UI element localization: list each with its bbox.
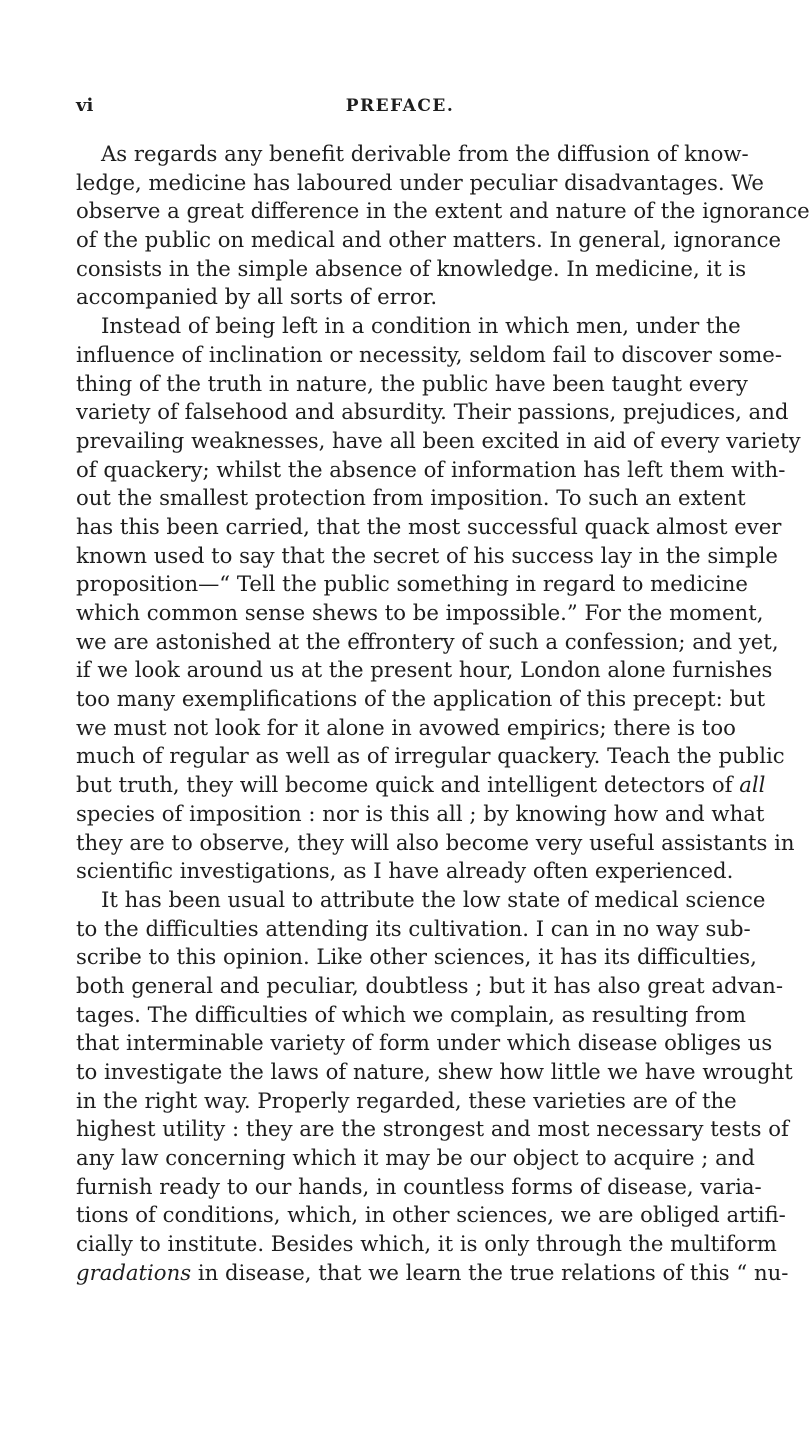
text-line: proposition—“ Tell the public something in regard to medicine	[76, 571, 748, 597]
text-line: tions of conditions, which, in other sciences, we are obliged artifi-	[76, 1202, 786, 1228]
text-line: they are to observe, they will also become very useful assistants in	[76, 829, 795, 855]
line-text: but truth, they will become quick and intelligent detectors of	[76, 772, 740, 798]
text-line-with-emphasis	[76, 771, 766, 800]
text-line: of the public on medical and other matters. In general, ignorance	[76, 227, 782, 253]
text-line: to the difficulties attending its cultivation. I can in no way sub-	[76, 915, 751, 941]
body-text	[76, 140, 810, 1288]
text-line: ledge, medicine has laboured under peculiar disadvantages. We	[76, 169, 764, 195]
text-line: species of imposition : nor is this all ; by knowing how and what	[76, 800, 765, 826]
text-line: has this been carried, that the most successful quack almost ever	[76, 513, 782, 539]
text-line: thing of the truth in nature, the public have been taught every	[76, 370, 748, 396]
text-line: of quackery; whilst the absence of information has left them with-	[76, 456, 786, 482]
text-line: As regards any benefit derivable from the diffusion of know-	[101, 141, 749, 166]
text-line: observe a great difference in the extent and nature of the ignorance	[76, 198, 810, 224]
emphasis-text: gradations	[76, 1259, 192, 1285]
text-line: accompanied by all sorts of error.	[76, 284, 438, 310]
text-line: too many exemplifications of the application of this precept: but	[76, 686, 766, 712]
text-line: prevailing weaknesses, have all been excited in aid of every variety	[76, 427, 801, 453]
text-line: highest utility : they are the strongest and most necessary tests of	[76, 1116, 789, 1142]
text-line: influence of inclination or necessity, seldom fail to discover some-	[76, 341, 782, 367]
text-line: It has been usual to attribute the low state of medical science	[101, 886, 766, 912]
text-line: much of regular as well as of irregular quackery. Teach the public	[76, 743, 785, 769]
text-line: cially to institute. Besides which, it is only through the multiform	[76, 1231, 777, 1257]
text-line-with-emphasis	[76, 1259, 789, 1288]
text-line: both general and peculiar, doubtless ; but it has also great advan-	[76, 972, 783, 998]
text-line: furnish ready to our hands, in countless forms of disease, varia-	[76, 1173, 762, 1199]
text-line: to investigate the laws of nature, shew how little we have wrought	[76, 1059, 793, 1084]
text-line: we are astonished at the effrontery of such a confession; and yet,	[76, 628, 779, 654]
text-line: if we look around us at the present hour, London alone furnishes	[76, 657, 773, 683]
text-line: tages. The difficulties of which we complain, as resulting from	[76, 1001, 746, 1027]
text-line: in the right way. Properly regarded, these varieties are of the	[76, 1087, 737, 1113]
text-line: scientific investigations, as I have already often experienced.	[76, 858, 734, 884]
text-line: Instead of being left in a condition in which men, under the	[101, 313, 741, 339]
page-header	[0, 96, 800, 116]
text-line: which common sense shews to be impossible.” For the moment,	[76, 600, 764, 625]
text-line: scribe to this opinion. Like other sciences, it has its difficulties,	[76, 944, 757, 970]
text-line: we must not look for it alone in avowed empirics; there is too	[76, 714, 736, 740]
emphasis-text: all	[739, 772, 766, 798]
line-text: in disease, that we learn the true relations of this “ nu-	[191, 1259, 789, 1285]
text-line: variety of falsehood and absurdity. Their passions, prejudices, and	[76, 399, 789, 425]
text-line: consists in the simple absence of knowledge. In medicine, it is	[76, 255, 747, 281]
text-line: that interminable variety of form under which disease obliges us	[76, 1030, 773, 1056]
text-line: known used to say that the secret of his success lay in the simple	[76, 542, 778, 568]
text-line: out the smallest protection from imposition. To such an extent	[76, 485, 746, 511]
page-number: vi	[76, 95, 94, 116]
text-line: any law concerning which it may be our object to acquire ; and	[76, 1145, 755, 1171]
running-title: PREFACE.	[345, 96, 455, 116]
